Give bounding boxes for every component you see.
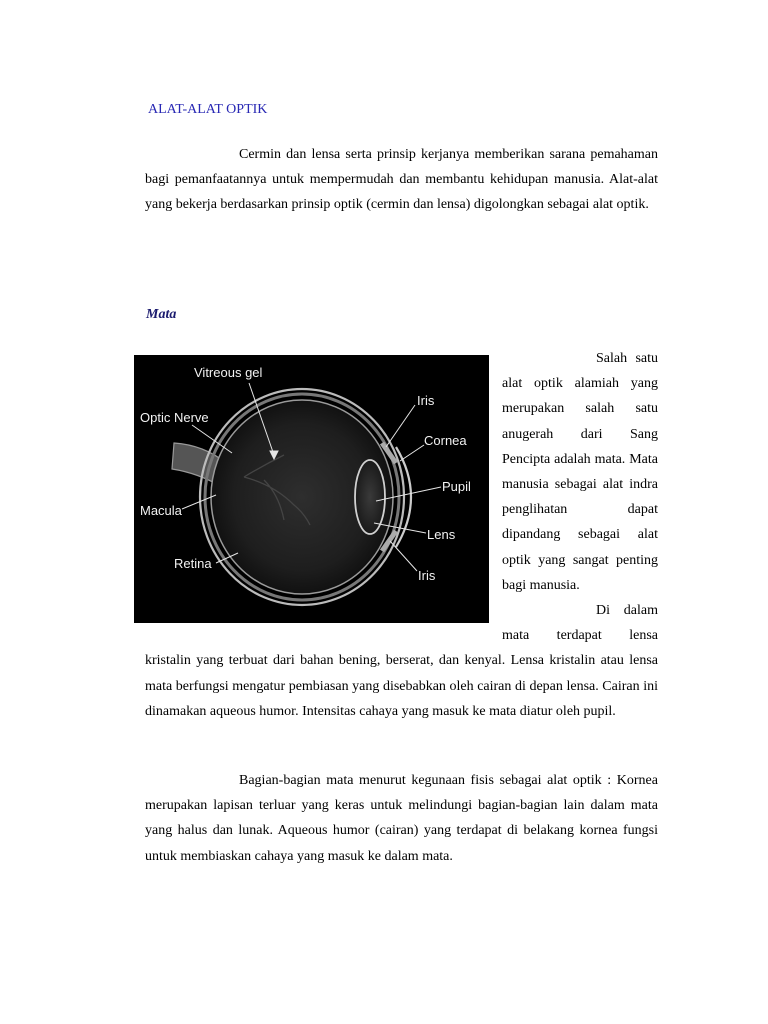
label-lens: Lens: [427, 527, 456, 542]
mata-section-body: [140, 346, 658, 724]
label-retina: Retina: [174, 556, 212, 571]
paragraph-di-dalam: Di dalam mata terdapat lensa kristalin yang terbuat dari bahan bening, berserat, dan kenyal. Lensa kristalin atau lensa mata berfungsi mengatur pembiasan yang disebabkan oleh cairan di depan lensa. Cairan ini dinamakan aqueous humor. Intensitas cahaya yang masuk ke mata diatur oleh pupil.: [145, 603, 658, 719]
label-optic-nerve: Optic Nerve: [140, 410, 209, 425]
document-heading: ALAT-ALAT OPTIK: [148, 102, 268, 117]
label-pupil: Pupil: [442, 479, 471, 494]
eye-anatomy-diagram: [134, 355, 489, 623]
paragraph-salah-satu: Salah satu alat optik alamiah yang merupakan salah satu anugerah dari Sang Pencipta adalah mata. Mata manusia sebagai alat indra penglihatan dapat dipandang sebagai alat optik yang sangat penting bagi manusia.: [502, 351, 658, 593]
paragraph-bagian: Bagian-bagian mata menurut kegunaan fisis sebagai alat optik : Kornea merupakan lapisan terluar yang keras untuk melindungi bagian-bagian lain dalam mata yang halus dan lunak. Aqueous humor (cairan) yang terdapat di belakang kornea fungsi untuk membiaskan cahaya yang masuk ke dalam mata.: [145, 773, 658, 864]
label-iris-top: Iris: [417, 393, 435, 408]
section-title-mata: Mata: [146, 307, 177, 322]
intro-paragraph: Cermin dan lensa serta prinsip kerjanya memberikan sarana pemahaman bagi pemanfaatannya untuk mempermudah dan membantu kehidupan manusia. Alat-alat yang bekerja berdasarkan prinsip optik (cermin dan lensa) digolongkan sebagai alat optik.: [145, 147, 658, 213]
label-vitreous-gel: Vitreous gel: [194, 365, 263, 380]
lens-shape: [355, 460, 385, 534]
label-cornea: Cornea: [424, 433, 467, 448]
label-macula: Macula: [140, 503, 182, 518]
label-iris-bottom: Iris: [418, 568, 436, 583]
